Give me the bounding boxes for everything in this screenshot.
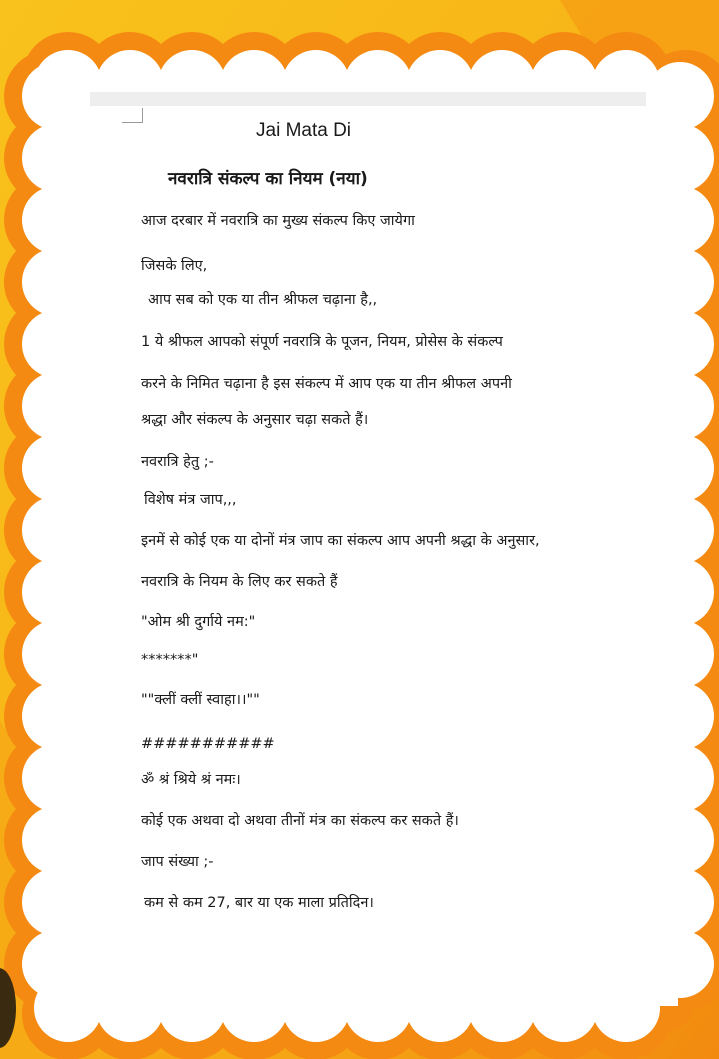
text-line: श्रद्धा और संकल्प के अनुसार चढ़ा सकते हैं। (141, 412, 369, 428)
text-line: करने के निमित चढ़ाना है इस संकल्प में आप एक या तीन श्रीफल अपनी (141, 376, 512, 392)
title-hindi: नवरात्रि संकल्प का नियम (नया) (168, 169, 368, 189)
text-line: ॐ श्रं श्रिये श्रं नमः। (141, 772, 241, 788)
text-line: विशेष मंत्र जाप,,, (144, 492, 237, 508)
text-line: जिसके लिए, (141, 258, 208, 274)
title-english: Jai Mata Di (256, 120, 352, 141)
text-line: नवरात्रि के नियम के लिए कर सकते हैं (141, 574, 338, 590)
text-line: जाप संख्या ;- (141, 854, 214, 870)
text-line: इनमें से कोई एक या दोनों मंत्र जाप का संकल्प आप अपनी श्रद्धा के अनुसार, (141, 533, 540, 549)
text-line: कम से कम 27, बार या एक माला प्रतिदिन। (144, 895, 374, 911)
text-line: आज दरबार में नवरात्रि का मुख्य संकल्प किए जायेगा (141, 213, 415, 229)
text-line: "ओम श्री दुर्गाये नम:" (141, 614, 256, 630)
text-line: कोई एक अथवा दो अथवा तीनों मंत्र का संकल्प कर सकते हैं। (141, 813, 459, 829)
text-line: *******" (141, 652, 199, 668)
text-line: ""क्लीं क्लीं स्वाहा।।"" (141, 692, 260, 708)
text-line: नवरात्रि हेतु ;- (141, 454, 214, 470)
text-line: ########### (141, 736, 275, 752)
text-line: 1 ये श्रीफल आपको संपूर्ण नवरात्रि के पूजन, नियम, प्रोसेस के संकल्प (141, 334, 503, 350)
text-line: आप सब को एक या तीन श्रीफल चढ़ाना है,, (148, 292, 378, 308)
